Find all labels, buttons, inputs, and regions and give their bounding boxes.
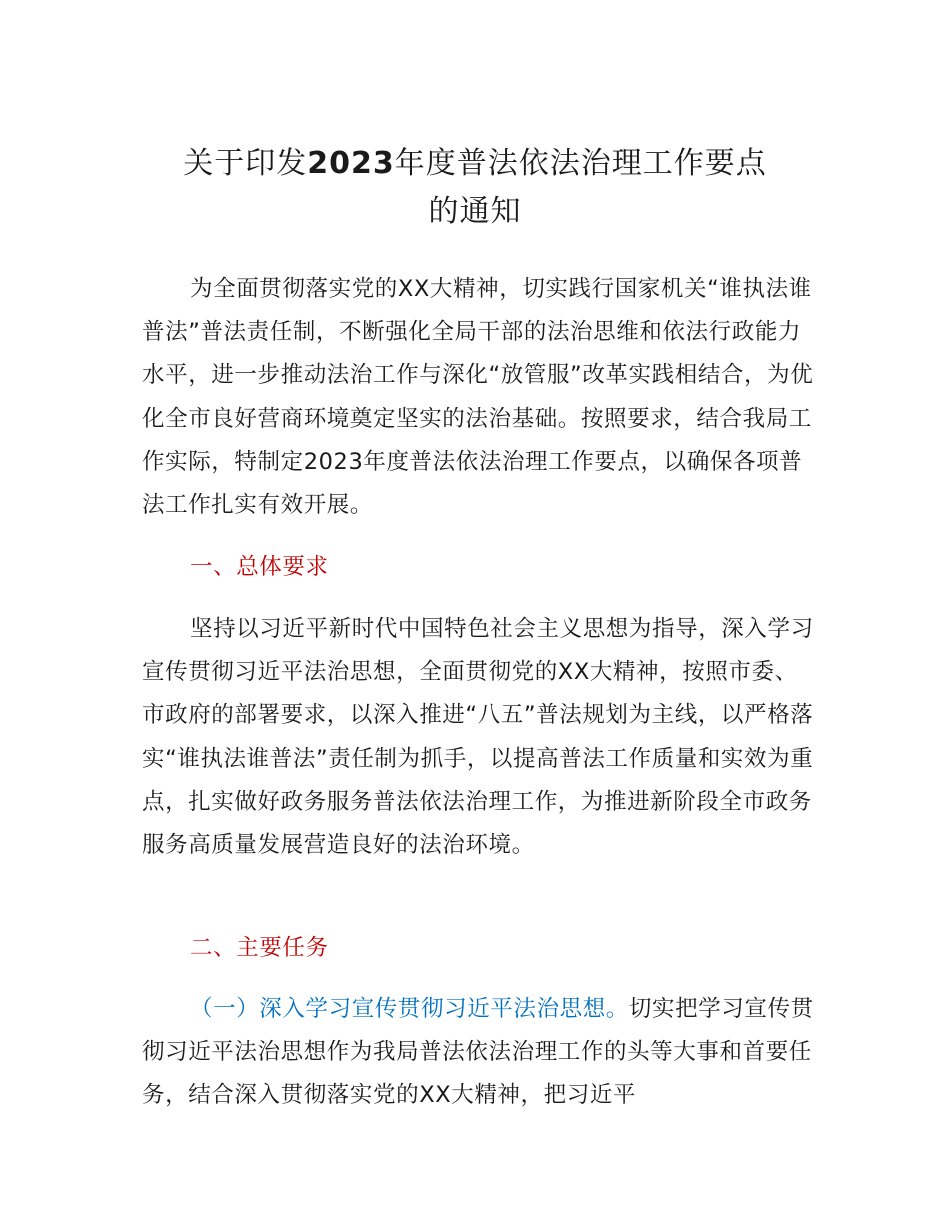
title-line-2: 的通知 (428, 194, 522, 229)
section-heading-main-tasks: 二、主要任务 (190, 935, 329, 961)
document-title (100, 140, 850, 236)
title-year: 2023 (307, 146, 395, 181)
subsection-text: 切实把学习宣传贯彻习近平法治思想作为我局普法依法治理工作的头等大事和首要任务，结合深入贯彻落实党的XX大精神，把习近平 (142, 996, 814, 1109)
general-requirements-paragraph: 坚持以习近平新时代中国特色社会主义思想为指导，深入学习宣传贯彻习近平法治思想，全面贯彻党的XX大精神，按照市委、市政府的部署要求，以深入推进“八五”普法规划为主线，以严格落实“谁执法谁普法”责任制为抓手，以提高普法工作质量和实效为重点，扎实做好政务服务普法依法治理工作，为推进新阶段全市政务服务高质量发展营造良好的法治环境。 (142, 616, 814, 859)
intro-paragraph: 为全面贯彻落实党的XX大精神，切实践行国家机关“谁执法谁普法”普法责任制，不断强化全局干部的法治思维和依法行政能力水平，进一步推动法治工作与深化“放管服”改革实践相结合，为优化全市良好营商环境奠定坚实的法治基础。按照要求，结合我局工作实际，特制定2023年度普法依法治理工作要点，以确保各项普法工作扎实有效开展。 (142, 276, 814, 519)
title-suffix: 年度普法依法治理工作要点 (394, 146, 767, 181)
title-prefix: 关于印发 (183, 146, 308, 181)
main-tasks-paragraph (142, 988, 814, 1118)
section-heading-general-requirements: 一、总体要求 (190, 554, 329, 580)
subsection-heading: （一）深入学习宣传贯彻习近平法治思想。 (190, 996, 629, 1022)
